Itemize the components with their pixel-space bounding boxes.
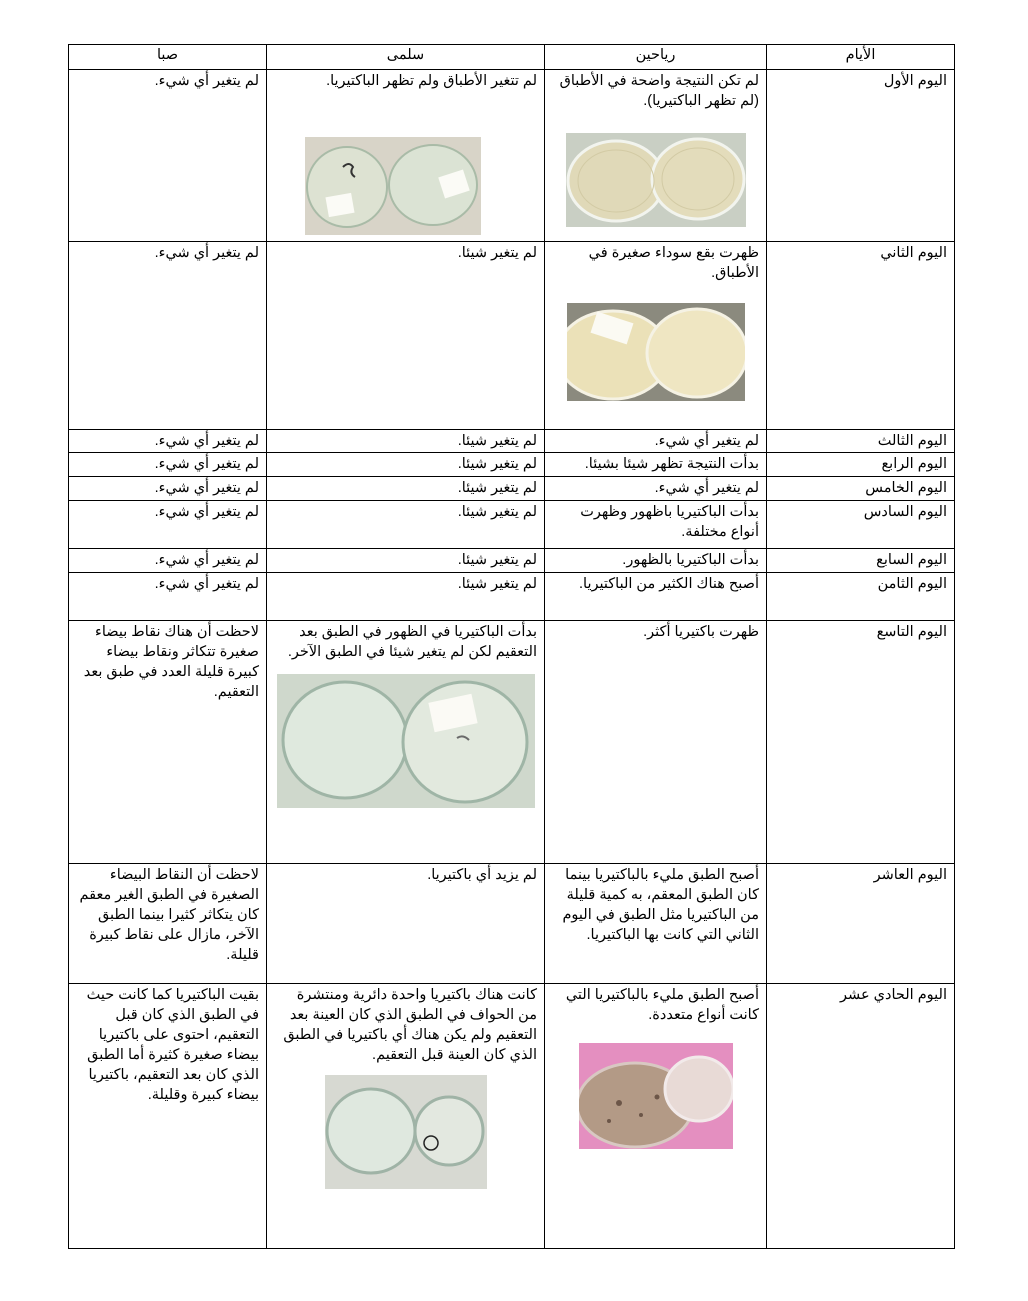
rayahin-cell: ظهرت باكتيريا أكثر. bbox=[545, 621, 767, 864]
petri-dish-photo bbox=[566, 133, 746, 227]
rayahin-cell bbox=[545, 70, 767, 242]
saba-cell: لم يتغير أي شيء. bbox=[69, 242, 267, 430]
header-salma: سلمى bbox=[267, 45, 545, 70]
petri-dish-photo bbox=[305, 137, 481, 235]
table-row bbox=[69, 70, 955, 242]
header-days: الأيام bbox=[767, 45, 955, 70]
salma-text: لم تتغير الأطباق ولم تظهر الباكتيريا. bbox=[326, 73, 537, 89]
saba-cell: لاحظت أن هناك نقاط بيضاء صغيرة تتكاثر ونقاط بيضاء كبيرة قليلة العدد في طبق بعد التعقيم. bbox=[69, 621, 267, 864]
table-row bbox=[69, 573, 955, 621]
header-row bbox=[69, 45, 955, 70]
day-cell: اليوم السابع bbox=[767, 549, 955, 573]
salma-cell: لم يتغير شيئا. bbox=[267, 242, 545, 430]
saba-cell: لم يتغير أي شيء. bbox=[69, 477, 267, 501]
table-row bbox=[69, 984, 955, 1249]
salma-cell bbox=[267, 984, 545, 1249]
rayahin-text: ظهرت بقع سوداء صغيرة في الأطباق. bbox=[588, 245, 759, 281]
table-row bbox=[69, 549, 955, 573]
saba-cell: بقيت الباكتيريا كما كانت حيث في الطبق الذي كان قبل التعقيم، احتوى على باكتيريا بيضاء صغيرة كثيرة أما الطبق الذي كان بعد التعقيم، باكتيريا بيضاء كبيرة وقليلة. bbox=[69, 984, 267, 1249]
day-cell: اليوم الخامس bbox=[767, 477, 955, 501]
salma-cell: لم يتغير شيئا. bbox=[267, 477, 545, 501]
day-cell: اليوم التاسع bbox=[767, 621, 955, 864]
day-cell: اليوم الحادي عشر bbox=[767, 984, 955, 1249]
rayahin-cell: لم يتغير أي شيء. bbox=[545, 430, 767, 453]
saba-cell: لم يتغير أي شيء. bbox=[69, 430, 267, 453]
table-row bbox=[69, 430, 955, 453]
table-row bbox=[69, 864, 955, 984]
rayahin-cell: بدأت الباكتيريا بالظهور. bbox=[545, 549, 767, 573]
table-row bbox=[69, 453, 955, 477]
day-cell: اليوم الثاني bbox=[767, 242, 955, 430]
salma-cell: لم يتغير شيئا. bbox=[267, 430, 545, 453]
salma-cell: لم يتغير شيئا. bbox=[267, 549, 545, 573]
rayahin-cell: أصبح الطبق مليء بالباكتيريا بينما كان الطبق المعقم، به كمية قليلة من الباكتيريا مثل الطبق في اليوم الثاني التي كانت بها الباكتيريا. bbox=[545, 864, 767, 984]
day-cell: اليوم الرابع bbox=[767, 453, 955, 477]
petri-dish-photo bbox=[277, 674, 535, 808]
petri-dish-photo bbox=[567, 303, 745, 401]
petri-dish-photo bbox=[325, 1075, 487, 1189]
table-row bbox=[69, 501, 955, 549]
saba-cell: لم يتغير أي شيء. bbox=[69, 573, 267, 621]
salma-cell: لم يتغير شيئا. bbox=[267, 453, 545, 477]
table-row bbox=[69, 621, 955, 864]
saba-cell: لم يتغير أي شيء. bbox=[69, 70, 267, 242]
rayahin-cell bbox=[545, 242, 767, 430]
rayahin-text: لم تكن النتيجة واضحة في الأطباق (لم تظهر الباكتيريا). bbox=[559, 73, 759, 109]
salma-text: كانت هناك باكتيريا واحدة دائرية ومنتشرة من الحواف في الطبق الذي كان العينة بعد التعقيم ولم يكن هناك أي باكتيريا في الطبق الذي كان العينة قبل التعقيم. bbox=[283, 987, 537, 1063]
salma-cell: لم يتغير شيئا. bbox=[267, 573, 545, 621]
table-row bbox=[69, 477, 955, 501]
rayahin-cell: أصبح هناك الكثير من الباكتيريا. bbox=[545, 573, 767, 621]
saba-cell: لم يتغير أي شيء. bbox=[69, 501, 267, 549]
salma-text: بدأت الباكتيريا في الظهور في الطبق بعد التعقيم لكن لم يتغير شيئا في الطبق الآخر. bbox=[287, 624, 537, 660]
day-cell: اليوم العاشر bbox=[767, 864, 955, 984]
salma-cell bbox=[267, 70, 545, 242]
day-cell: اليوم الثالث bbox=[767, 430, 955, 453]
petri-dish-photo bbox=[579, 1043, 733, 1149]
salma-cell bbox=[267, 621, 545, 864]
header-rayahin: رياحين bbox=[545, 45, 767, 70]
table-row bbox=[69, 242, 955, 430]
observation-table bbox=[68, 44, 955, 1249]
day-cell: اليوم السادس bbox=[767, 501, 955, 549]
salma-cell: لم يزيد أي باكتيريا. bbox=[267, 864, 545, 984]
rayahin-cell bbox=[545, 984, 767, 1249]
rayahin-text: أصبح الطبق مليء بالباكتيريا التي كانت أنواع متعددة. bbox=[565, 987, 759, 1023]
day-cell: اليوم الثامن bbox=[767, 573, 955, 621]
rayahin-cell: لم يتغير أي شيء. bbox=[545, 477, 767, 501]
rayahin-cell: بدأت الباكتيريا باظهور وظهرت أنواع مختلفة. bbox=[545, 501, 767, 549]
rayahin-cell: بدأت النتيجة تظهر شيئا بشيئا. bbox=[545, 453, 767, 477]
day-cell: اليوم الأول bbox=[767, 70, 955, 242]
header-saba: صبا bbox=[69, 45, 267, 70]
saba-cell: لم يتغير أي شيء. bbox=[69, 453, 267, 477]
saba-cell: لم يتغير أي شيء. bbox=[69, 549, 267, 573]
saba-cell: لاحظت أن النقاط البيضاء الصغيرة في الطبق الغير معقم كان يتكاثر كثيرا بينما الطبق الآخر، مازال على نقاط كبيرة قليلة. bbox=[69, 864, 267, 984]
salma-cell: لم يتغير شيئا. bbox=[267, 501, 545, 549]
